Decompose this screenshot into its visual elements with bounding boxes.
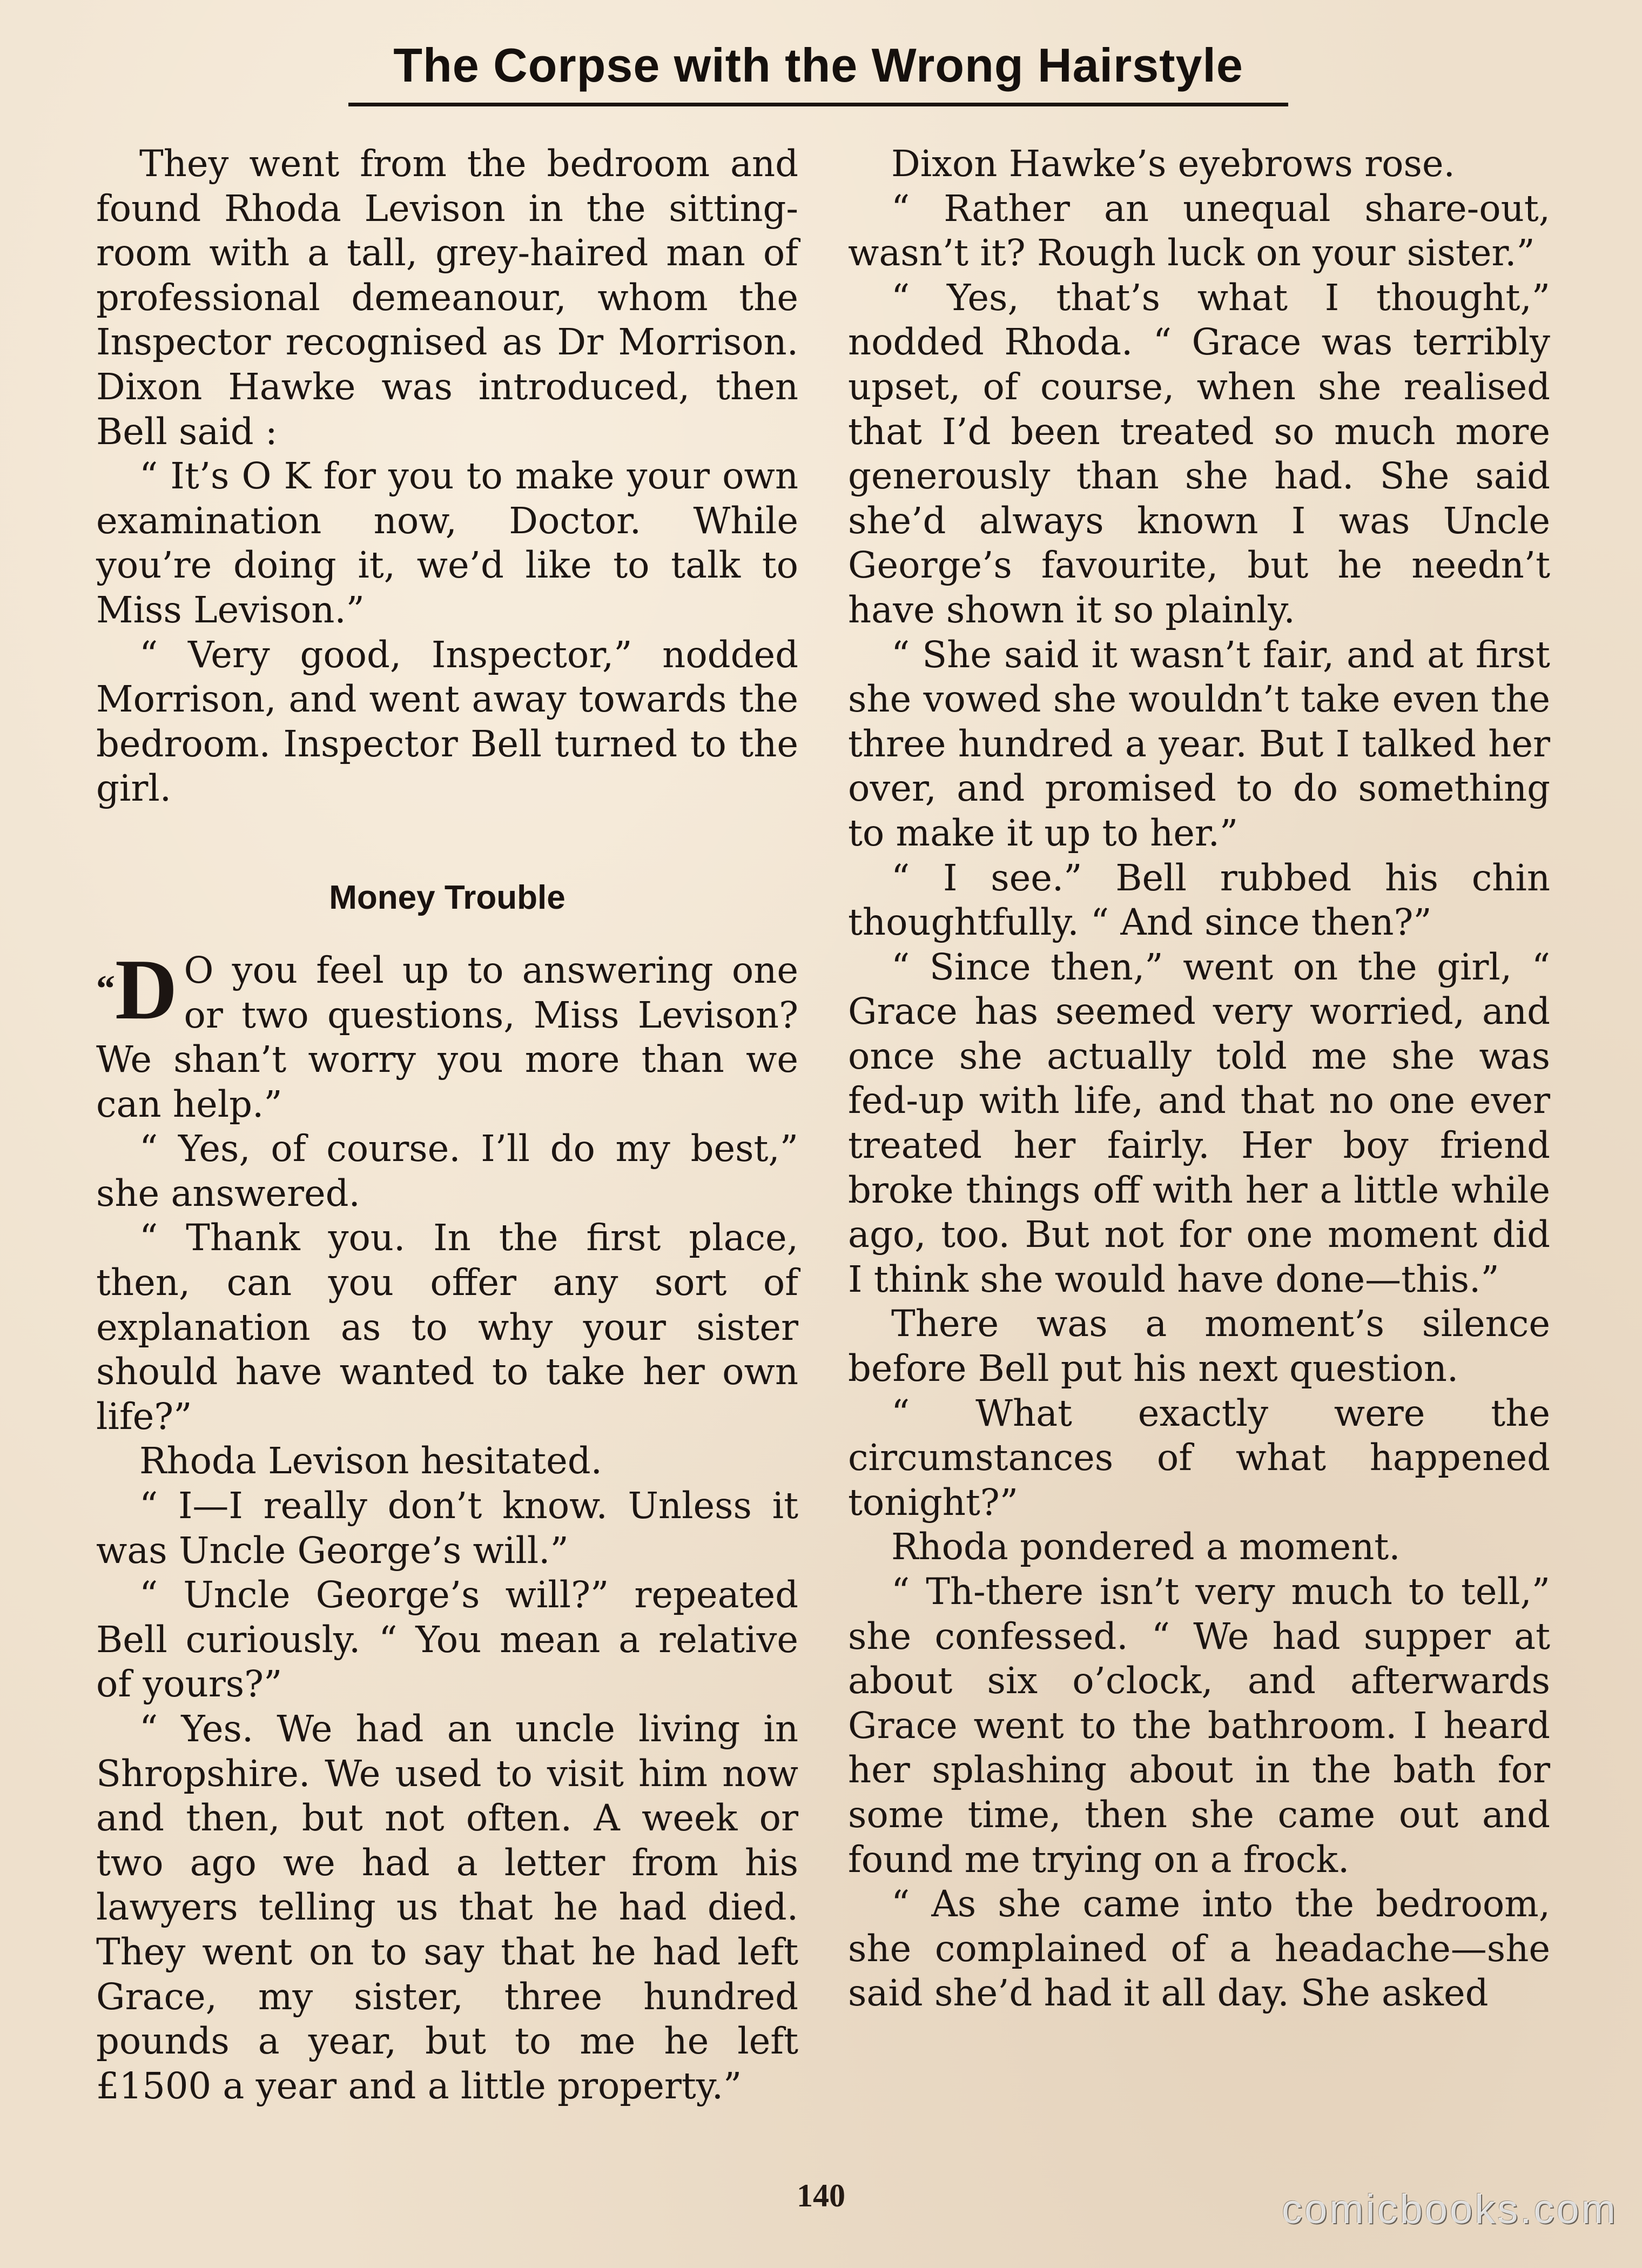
paragraph: “ Yes, that’s what I thought,” nodded Rhoda. “ Grace was terribly upset, of course, when she realised that I’d been treated so much more generously than she had. She said she’d always known I was Uncle George’s favourite, but he needn’t have shown it so plainly.	[848, 276, 1550, 631]
paragraph: “ Rather an unequal share-out, wasn’t it? Rough luck on your sister.”	[848, 187, 1550, 274]
paragraph: They went from the bedroom and found Rhoda Levison in the sitting-room with a tall, grey-haired man of professional demeanour, whom the Inspector recognised as Dr Morrison. Dixon Hawke was introduced, then Bell said :	[96, 143, 798, 453]
paragraph: Rhoda Levison hesitated.	[139, 1440, 602, 1482]
paragraph: “ Since then,” went on the girl, “ Grace has seemed very worried, and once she actually told me she was fed-up with life, and that no one ever treated her fairly. Her boy friend broke things off with her a little while ago, too. But not for one moment did I think she would have done—this.”	[848, 945, 1550, 1300]
drop-cap-quote: “	[96, 968, 115, 1010]
right-column	[848, 142, 1550, 2016]
dropcap-paragraph	[96, 941, 798, 1126]
paragraph: “ She said it wasn’t fair, and at first she vowed she wouldn’t take even the three hundred a year. But I talked her over, and promised to do something to make it up to her.”	[848, 633, 1550, 854]
header-rule	[348, 103, 1288, 106]
paragraph: “ Very good, Inspector,” nodded Morrison, and went away towards the bedroom. Inspector Bell turned to the girl.	[96, 633, 798, 810]
dropcap-paragraph-text: O you feel up to answering one or two questions, Miss Levison? We shan’t worry you more than we can help.”	[96, 949, 798, 1125]
story-title: The Corpse with the Wrong Hairstyle	[393, 38, 1243, 92]
paragraph: Dixon Hawke’s eyebrows rose.	[891, 143, 1455, 185]
drop-cap-letter: D	[115, 941, 178, 1037]
paragraph: “ What exactly were the circumstances of what happened tonight?”	[848, 1392, 1550, 1524]
paragraph: “ Yes. We had an uncle living in Shropshire. We used to visit him now and then, but not often. A week or two ago we had a letter from his lawyers telling us that he had died. They went on to say that he had left Grace, my sister, three hundred pounds a year, but to me he left £1500 a year and a little property.”	[96, 1708, 798, 2107]
watermark: comicbooks.com	[1282, 2186, 1618, 2232]
paragraph: There was a moment’s silence before Bell put his next question.	[848, 1303, 1550, 1390]
page-header	[346, 38, 1291, 93]
left-column	[96, 142, 798, 2108]
paragraph: “ I see.” Bell rubbed his chin thoughtfully. “ And since then?”	[848, 856, 1550, 944]
paragraph: “ I—I really don’t know. Unless it was Uncle George’s will.”	[96, 1485, 798, 1572]
paragraph: “ Uncle George’s will?” repeated Bell curiously. “ You mean a relative of yours?”	[96, 1574, 798, 1706]
paragraph: “ Th-there isn’t very much to tell,” she confessed. “ We had supper at about six o’clock, and afterwards Grace went to the bathroom. I heard her splashing about in the bath for some time, then she came out and found me trying on a frock.	[848, 1571, 1550, 1881]
page-number: 140	[797, 2178, 845, 2213]
paragraph: “ Thank you. In the first place, then, can you offer any sort of explanation as to why your sister should have wanted to take her own life?”	[96, 1217, 798, 1438]
paragraph: Rhoda pondered a moment.	[891, 1526, 1401, 1568]
drop-cap	[96, 941, 178, 1037]
paragraph: “ It’s O K for you to make your own examination now, Doctor. While you’re doing it, we’d like to talk to Miss Levison.”	[96, 455, 798, 631]
paragraph: “ As she came into the bedroom, she complained of a headache—she said she’d had it all day. She asked	[848, 1883, 1550, 2015]
paragraph: “ Yes, of course. I’ll do my best,” she answered.	[96, 1128, 798, 1214]
section-heading: Money Trouble	[329, 878, 566, 916]
